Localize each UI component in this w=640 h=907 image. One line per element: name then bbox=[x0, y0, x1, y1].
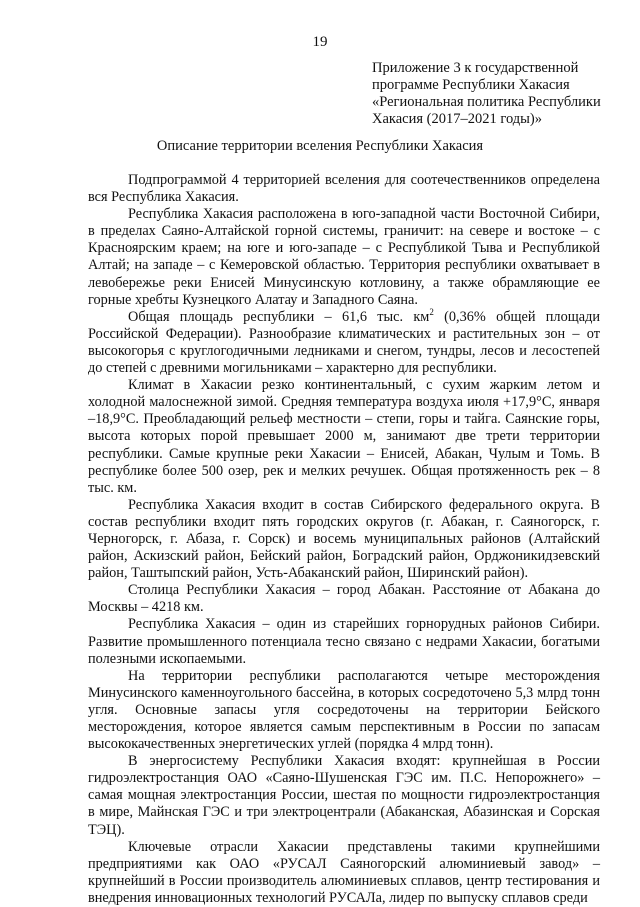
appendix-line: Хакасия (2017–2021 годы)» bbox=[372, 111, 542, 127]
appendix-line: программе Республики Хакасия bbox=[372, 77, 570, 93]
page-number: 19 bbox=[312, 34, 328, 50]
area-text-tail: (0,36% общей площади Российской Федерации). Разнообразие климатических и растительных зон – от высокогорья с круглогодичными ледниками и снегом, тундры, лесов и лесостепей до степей с древними могильниками – характерно для республики. bbox=[88, 308, 600, 377]
paragraph: В энергосистему Республики Хакасия входят: крупнейшая в России гидроэлектростанция ОАО «Саяно-Шушенская ГЭС им. П.С. Непорожнего» – самая мощная электростанция России, шестая по мощности гидроэлектростанция в мире, Майнская ГЭС и три электроцентрали (Абаканская, Абазинская и Сорская ТЭЦ). bbox=[88, 753, 600, 838]
appendix-line: Приложение 3 к государственной bbox=[372, 60, 579, 76]
paragraph-area bbox=[88, 306, 600, 377]
paragraph: Климат в Хакасии резко континентальный, с сухим жарким летом и холодной малоснежной зимой. Средняя температура воздуха июля +17,9°С, января –18,9°С. Преобладающий рельеф местности – степи, горы и тайга. Саянские горы, высота которых порой превышает 2000 м, занимают две трети территории республики. Самые крупные реки Хакасии – Енисей, Абакан, Чулым и Томь. В республике более 500 озер, рек и мелких речушек. Общая протяженность рек – 8 тыс. км. bbox=[88, 377, 600, 496]
body-text bbox=[88, 172, 600, 907]
paragraph: Республика Хакасия – один из старейших горнорудных районов Сибири. Развитие промышленного потенциала тесно связано с недрами Хакасии, богатыми полезными ископаемыми. bbox=[88, 616, 600, 667]
paragraph: Столица Республики Хакасия – город Абакан. Расстояние от Абакана до Москвы – 4218 км. bbox=[88, 582, 600, 616]
document-title: Описание территории вселения Республики Хакасия bbox=[156, 138, 484, 154]
appendix-line: «Региональная политика Республики bbox=[372, 94, 601, 110]
paragraph: Республика Хакасия расположена в юго-западной части Восточной Сибири, в пределах Саяно-Алтайской горной системы, граничит: на севере и востоке – с Красноярским краем; на юге и юго-западе – с Республикой Тыва и Республикой Алтай; на западе – с Кемеровской областью. Территория республики охватывает в левобережье реки Енисей Минусинскую котловину, а также обрамляющие ее горные хребты Кузнецкого Алатау и Западного Саяна. bbox=[88, 206, 600, 308]
paragraph: Подпрограммой 4 территорией вселения для соотечественников определена вся Республика Хакасия. bbox=[88, 172, 600, 206]
paragraph: Республика Хакасия входит в состав Сибирского федерального округа. В состав республики входит пять городских округов (г. Абакан, г. Саяногорск, г. Черногорск, г. Абаза, г. Сорск) и восемь муниципальных районов (Алтайский район, Аскизский район, Бейский район, Боградский район, Орджоникидзевский район, Таштыпский район, Усть-Абаканский район, Ширинский район). bbox=[88, 496, 600, 582]
appendix-header bbox=[372, 60, 612, 128]
paragraph: На территории республики располагаются четыре месторождения Минусинского каменноугольного бассейна, в которых сосредоточено 5,3 млрд тонн угля. Основные запасы угля сосредоточены на территории Бейского месторождения, которое является самым перспективным в России по запасам высококачественных энергетических углей (порядка 4 млрд тонн). bbox=[88, 667, 600, 753]
area-text: Общая площадь республики – 61,6 тыс. км bbox=[128, 308, 430, 325]
area-superscript: 2 bbox=[429, 306, 434, 317]
paragraph: Ключевые отрасли Хакасии представлены такими крупнейшими предприятиями как ОАО «РУСАЛ Саяногорский алюминиевый завод» – крупнейший в России производитель алюминиевых сплавов, центр тестирования и внедрения инновационных технологий РУСАЛа, лидер по выпуску сплавов среди bbox=[88, 838, 600, 906]
